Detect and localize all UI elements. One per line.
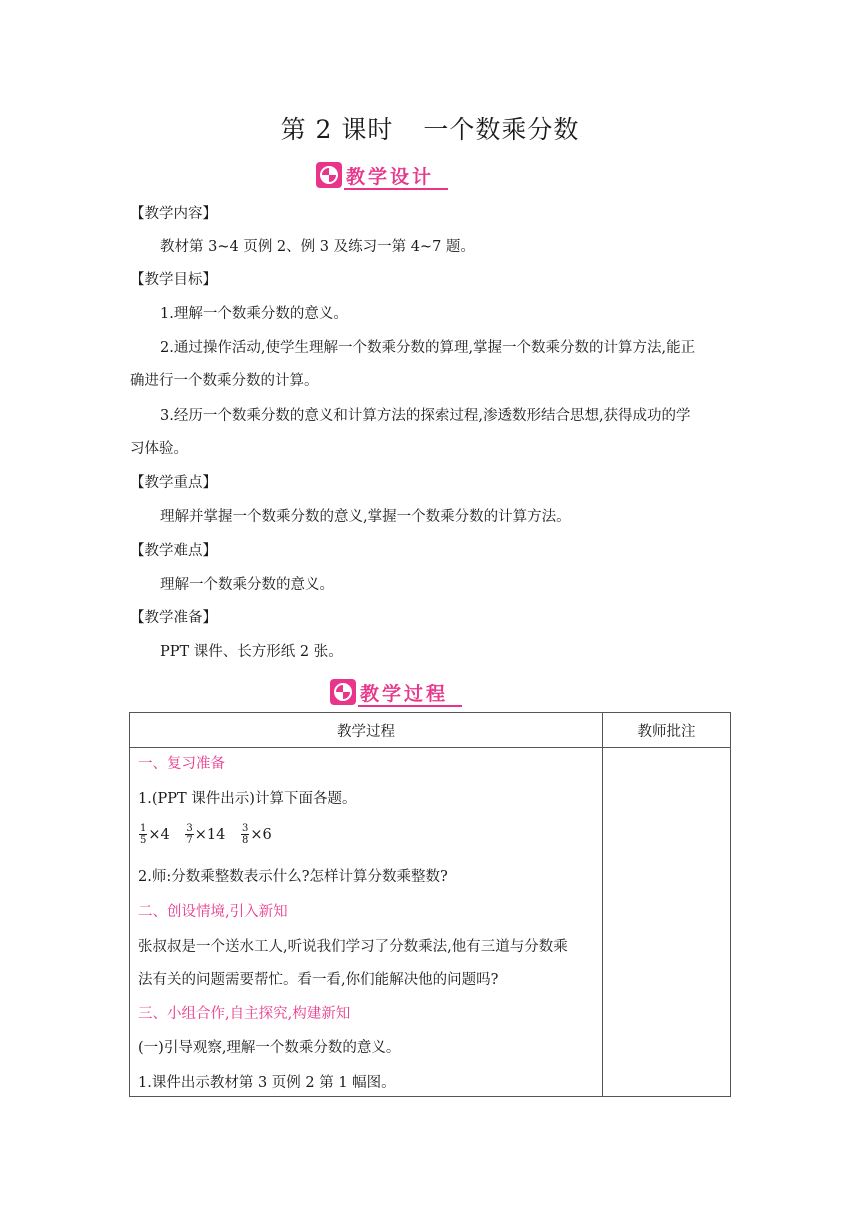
banner-teaching-design (316, 160, 448, 190)
banner-label: 教学过程 (360, 682, 449, 705)
goal-2-line-1: 2.通过操作活动,使学生理解一个数乘分数的算理,掌握一个数乘分数的计算方法,能正 (160, 340, 696, 356)
expression-2: $\frac{3}{7}$ ×14 (186, 823, 226, 846)
banner-label: 教学设计 (346, 165, 435, 188)
difficult-heading: 【教学难点】 (130, 543, 217, 559)
key-text: 理解并掌握一个数乘分数的意义,掌握一个数乘分数的计算方法。 (160, 509, 571, 525)
expression-1: $\frac{1}{5}$ ×4 (140, 823, 170, 846)
lesson-topic: 一个数乘分数 (423, 115, 580, 144)
table-header-row (130, 713, 731, 748)
expression-3: $\frac{3}{8}$ ×6 (241, 823, 272, 846)
section-1-item-2: 2.师:分数乘整数表示什么?怎样计算分数乘整数? (138, 869, 448, 885)
section-2-text-line-1: 张叔叔是一个送水工人,听说我们学习了分数乘法,他有三道与分数乘 (138, 939, 568, 955)
expression-row (138, 823, 282, 846)
header-notes: 教师批注 (603, 713, 731, 748)
content-heading: 【教学内容】 (130, 206, 217, 222)
key-heading: 【教学重点】 (130, 475, 217, 491)
section-3-subtitle: (一)引导观察,理解一个数乘分数的意义。 (138, 1040, 401, 1056)
swirl-logo-icon (330, 679, 356, 705)
page-title (0, 110, 860, 146)
difficult-text: 理解一个数乘分数的意义。 (160, 577, 334, 593)
goal-2-line-2: 确进行一个数乘分数的计算。 (130, 373, 319, 389)
goals-heading: 【教学目标】 (130, 272, 217, 288)
goal-1: 1.理解一个数乘分数的意义。 (160, 306, 348, 322)
prep-text: PPT 课件、长方形纸 2 张。 (160, 644, 343, 660)
goal-3-line-1: 3.经历一个数乘分数的意义和计算方法的探索过程,渗透数形结合思想,获得成功的学 (160, 408, 691, 424)
section-1-item-1: 1.(PPT 课件出示)计算下面各题。 (138, 791, 357, 807)
lesson-number: 第 2 课时 (280, 115, 394, 144)
prep-heading: 【教学准备】 (130, 610, 217, 626)
section-3-title: 三、小组合作,自主探究,构建新知 (138, 1006, 351, 1022)
section-3-item-1: 1.课件出示教材第 3 页例 2 第 1 幅图。 (138, 1075, 396, 1091)
section-2-text-line-2: 法有关的问题需要帮忙。看一看,你们能解决他的问题吗? (138, 972, 499, 988)
swirl-logo-icon (316, 162, 342, 188)
banner-teaching-process (330, 677, 462, 707)
notes-cell (603, 748, 731, 1097)
table-row (130, 748, 731, 1097)
section-1-title: 一、复习准备 (138, 756, 225, 772)
content-text: 教材第 3~4 页例 2、例 3 及练习一第 4~7 题。 (160, 239, 475, 255)
process-table (129, 712, 731, 1097)
header-process: 教学过程 (130, 713, 603, 748)
section-2-title: 二、创设情境,引入新知 (138, 904, 288, 920)
goal-3-line-2: 习体验。 (130, 441, 188, 457)
process-cell (130, 748, 603, 1097)
